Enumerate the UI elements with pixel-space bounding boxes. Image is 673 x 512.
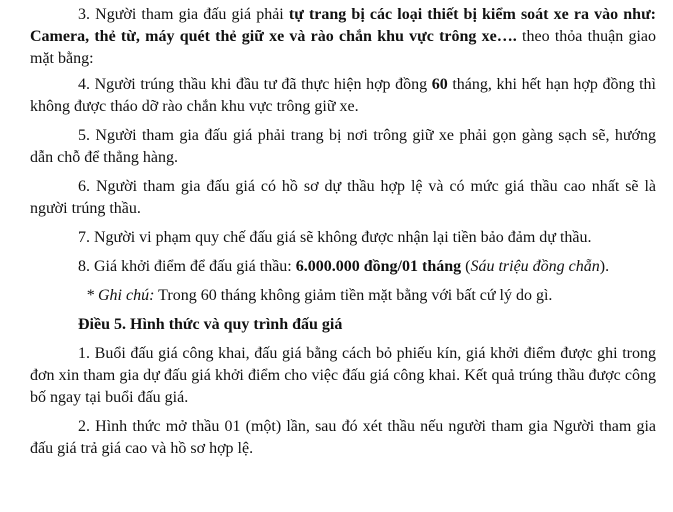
clause-text: Người tham gia đấu giá phải trang bị nơi trông giữ xe phải gọn gàng sạch sẽ, hướng dẫn chỗ để thẳng hàng. <box>30 127 657 166</box>
clause-7 <box>30 227 656 249</box>
document-page <box>30 4 656 467</box>
article-heading: Điều 5. Hình thức và quy trình đấu giá <box>78 316 343 333</box>
clause-text: ). <box>599 258 610 275</box>
clause-text: ( <box>461 258 471 275</box>
note-label: * Ghi chú: <box>86 287 155 304</box>
clause-text: tháng, khi hết hạn hợp đồng thì không được tháo dỡ rào chắn khu vực trông giữ xe. <box>30 76 656 115</box>
clause-text: Giá khởi điểm để đấu giá thầu: <box>94 258 296 275</box>
clause-number: 1. <box>78 345 90 362</box>
clause-text: Hình thức mở thầu 01 (một) lần, sau đó xét thầu nếu người tham gia Người tham gia đấu giá trả giá cao và hồ sơ hợp lệ. <box>30 418 657 457</box>
clause-number: 5. <box>78 127 90 144</box>
clause-text: theo thỏa thuận giao mặt bằng: <box>30 28 657 67</box>
clause-text: Người vi phạm quy chế đấu giá sẽ không được nhận lại tiền bảo đảm dự thầu. <box>94 229 592 246</box>
clause-5 <box>30 125 656 169</box>
clause-text: Người trúng thầu khi đầu tư đã thực hiện hợp đồng <box>94 76 432 93</box>
clause-text: Người tham gia đấu giá có hồ sơ dự thầu hợp lệ và có mức giá thầu cao nhất sẽ là người trúng thầu. <box>30 178 657 217</box>
clause-bold-text: tự trang bị các loại thiết bị kiểm soát xe ra vào như: Camera, thẻ từ, máy quét thẻ giữ xe và rào chắn khu vực trông xe…. <box>30 6 657 45</box>
clause-bold-text: 60 <box>431 76 448 93</box>
clause-4 <box>30 74 656 118</box>
note-text: Trong 60 tháng không giảm tiền mặt bằng với bất cứ lý do gì. <box>154 287 553 304</box>
clause-number: 8. <box>78 258 90 275</box>
article-5-clause-2 <box>30 416 656 460</box>
clause-number: 7. <box>78 229 90 246</box>
clause-number: 2. <box>78 418 90 435</box>
starting-price: 6.000.000 đồng/01 tháng <box>295 258 462 275</box>
clause-3 <box>30 4 656 70</box>
price-in-words: Sáu triệu đồng chẵn <box>470 258 600 275</box>
clause-text: Buổi đấu giá công khai, đấu giá bằng cách bỏ phiếu kín, giá khởi điểm được ghi trong đơn xin tham gia dự đấu giá khởi điểm cho việc đấu giá công khai. Kết quả trúng thầu được công bố ngay tại buổi đấu giá. <box>30 345 657 406</box>
clause-number: 4. <box>78 76 90 93</box>
clause-number: 3. <box>78 6 90 23</box>
clause-6 <box>30 176 656 220</box>
clause-text: Người tham gia đấu giá phải <box>95 6 289 23</box>
clause-8 <box>30 256 656 278</box>
article-5-clause-1 <box>30 343 656 409</box>
clause-number: 6. <box>78 178 90 195</box>
note <box>30 285 656 307</box>
article-5-heading <box>30 314 656 336</box>
